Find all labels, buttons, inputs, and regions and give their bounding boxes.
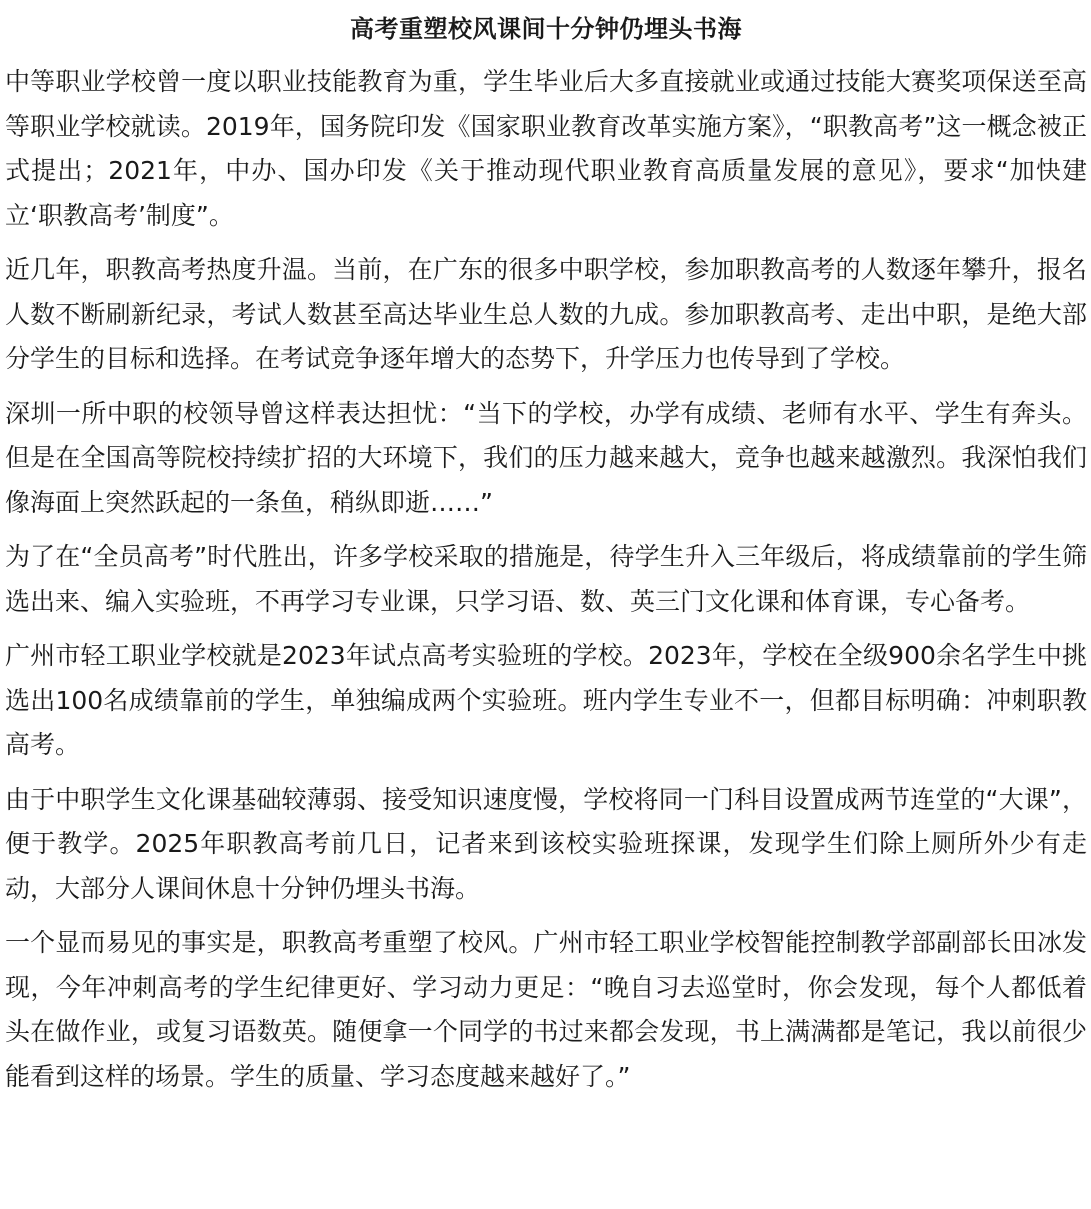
article-paragraph: 广州市轻工职业学校就是2023年试点高考实验班的学校。2023年，学校在全级900余名学生中挑选出100名成绩靠前的学生，单独编成两个实验班。班内学生专业不一，但都目标明确：冲刺职教高考。 — [5, 641, 1087, 759]
article-paragraph: 深圳一所中职的校领导曾这样表达担忧：“当下的学校，办学有成绩、老师有水平、学生有奔头。但是在全国高等院校持续扩招的大环境下，我们的压力越来越大，竞争也越来越激烈。我深怕我们像海面上突然跃起的一条鱼，稍纵即逝……” — [5, 398, 1087, 517]
article-paragraph: 一个显而易见的事实是，职教高考重塑了校风。广州市轻工职业学校智能控制教学部副部长田冰发现，今年冲刺高考的学生纪律更好、学习动力更足：“晚自习去巡堂时，你会发现，每个人都低着头在做作业，或复习语数英。随便拿一个同学的书过来都会发现，书上满满都是笔记，我以前很少能看到这样的场景。学生的质量、学习态度越来越好了。” — [5, 928, 1087, 1091]
article-paragraph: 近几年，职教高考热度升温。当前，在广东的很多中职学校，参加职教高考的人数逐年攀升，报名人数不断刷新纪录，考试人数甚至高达毕业生总人数的九成。参加职教高考、走出中职，是绝大部分学生的目标和选择。在考试竞争逐年增大的态势下，升学压力也传导到了学校。 — [5, 255, 1087, 373]
article-paragraph: 由于中职学生文化课基础较薄弱、接受知识速度慢，学校将同一门科目设置成两节连堂的“大课”，便于教学。2025年职教高考前几日，记者来到该校实验班探课，发现学生们除上厕所外少有走动，大部分人课间休息十分钟仍埋头书海。 — [5, 784, 1087, 903]
article-paragraph: 为了在“全员高考”时代胜出，许多学校采取的措施是，待学生升入三年级后，将成绩靠前的学生筛选出来、编入实验班，不再学习专业课，只学习语、数、英三门文化课和体育课，专心备考。 — [5, 542, 1087, 616]
article-paragraph: 中等职业学校曾一度以职业技能教育为重，学生毕业后大多直接就业或通过技能大赛奖项保送至高等职业学校就读。2019年，国务院印发《国家职业教育改革实施方案》，“职教高考”这一概念被正式提出；2021年，中办、国办印发《关于推动现代职业教育高质量发展的意见》，要求“加快建立‘职教高考’制度”。 — [5, 67, 1087, 230]
article-title: 高考重塑校风课间十分钟仍埋头书海 — [350, 15, 742, 43]
